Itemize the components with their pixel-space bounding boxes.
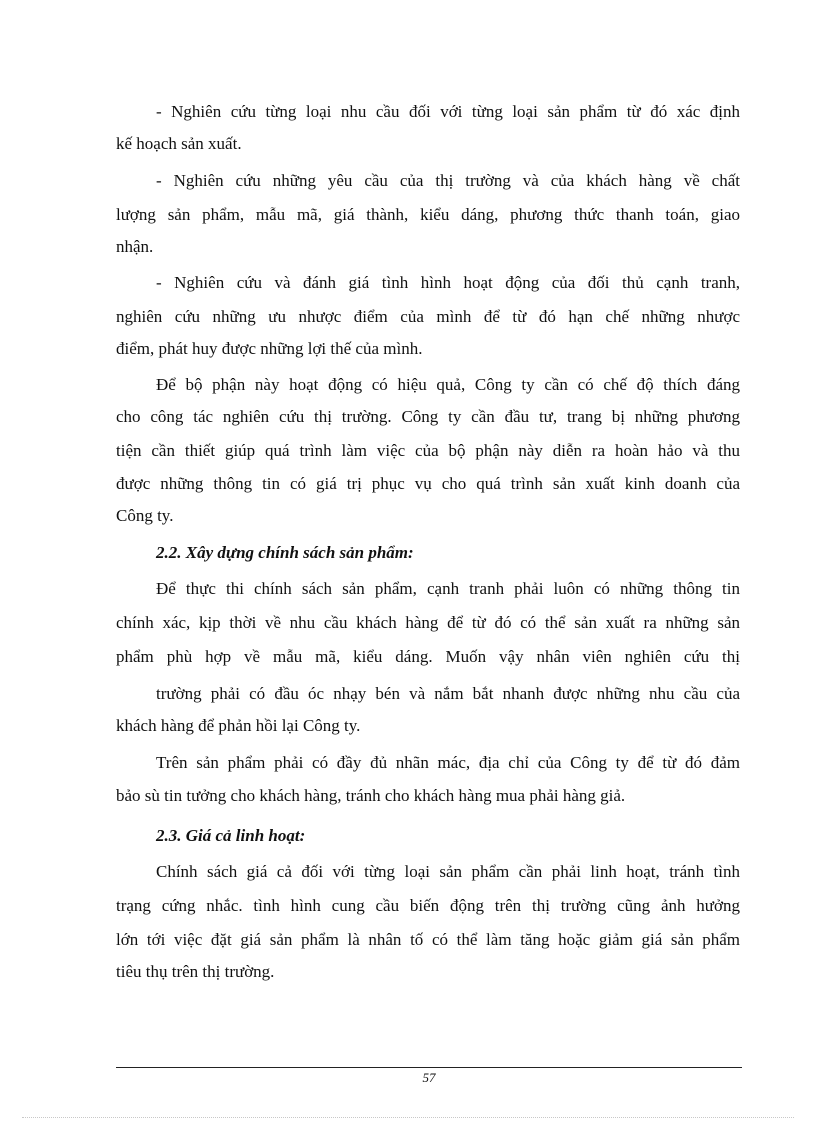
text-line: khách hàng để phản hồi lại Công ty. [116,716,361,735]
text-line: kế hoạch sản xuất. [116,134,242,153]
text-line: - Nghiên cứu những yêu cầu của thị trường và của khách hàng về chất [156,171,740,190]
text-line: tiêu thụ trên thị trường. [116,962,275,981]
text-line: chính xác, kịp thời về nhu cầu khách hàng để từ đó có thể sản xuất ra những sản [116,613,740,632]
text-line: Trên sản phẩm phải có đầy đủ nhãn mác, địa chỉ của Công ty để từ đó đảm [156,753,740,772]
text-line: trạng cứng nhắc. tình hình cung cầu biến động trên thị trường cũng ảnh hưởng [116,896,740,915]
section-heading: 2.2. Xây dựng chính sách sản phẩm: [156,543,414,562]
text-line: - Nghiên cứu từng loại nhu cầu đối với từng loại sản phẩm từ đó xác định [156,102,740,121]
text-line: được những thông tin có giá trị phục vụ cho quá trình sản xuất kinh doanh của [116,474,740,493]
text-line: tiện cần thiết giúp quá trình làm việc của bộ phận này diễn ra hoàn hảo và thu [116,441,740,460]
page-number: 57 [422,1070,436,1085]
text-line: trường phải có đầu óc nhạy bén và nắm bắt nhanh được những nhu cầu của [156,684,740,703]
text-line: bảo sù tin tưởng cho khách hàng, tránh cho khách hàng mua phải hàng giả. [116,786,626,805]
text-line: nhận. [116,237,154,256]
text-line: lớn tới việc đặt giá sản phẩm là nhân tố có thể làm tăng hoặc giảm giá sản phẩm [116,930,740,949]
text-line: điểm, phát huy được những lợi thế của mình. [116,339,423,358]
text-line: nghiên cứu những ưu nhược điểm của mình để từ đó hạn chế những nhược [116,307,740,326]
text-line: Chính sách giá cả đối với từng loại sản phẩm cần phải linh hoạt, tránh tình [156,862,740,881]
text-line: Để bộ phận này hoạt động có hiệu quả, Công ty cần có chế độ thích đáng [156,375,740,394]
text-line: Công ty. [116,506,174,525]
footer-divider [116,1067,742,1068]
page-bottom-edge [22,1117,794,1118]
section-heading: 2.3. Giá cả linh hoạt: [156,826,306,845]
text-line: - Nghiên cứu và đánh giá tình hình hoạt động của đối thủ cạnh tranh, [156,273,740,292]
text-line: cho công tác nghiên cứu thị trường. Công ty cần đầu tư, trang bị những phương [116,407,740,426]
text-line: phẩm phù hợp về mẫu mã, kiểu dáng. Muốn vậy nhân viên nghiên cứu thị [116,647,740,666]
text-line: lượng sản phẩm, mẫu mã, giá thành, kiểu dáng, phương thức thanh toán, giao [116,205,740,224]
text-line: Để thực thi chính sách sản phẩm, cạnh tranh phải luôn có những thông tin [156,579,740,598]
